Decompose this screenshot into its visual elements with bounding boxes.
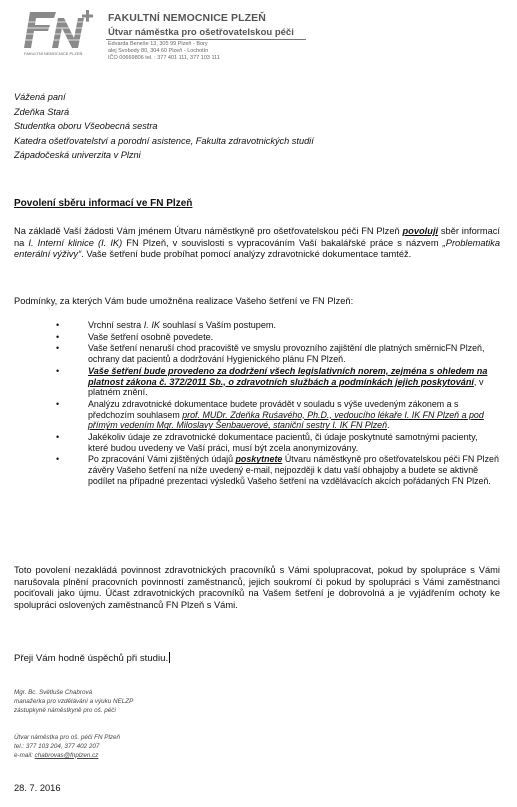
signature-contact xyxy=(14,734,120,760)
clinic-name: I. Interní klinice (I. IK) xyxy=(28,237,123,248)
list-item xyxy=(56,454,499,486)
closing-text: Přeji Vám hodně úspěchů při studiu. xyxy=(14,653,169,664)
signature-role: zástupkyně náměstkyně pro oš. péči xyxy=(14,706,116,714)
legal-emphasis: Vaše šetření bude provedeno za dodržení všech legislativních norem, zejména s ohledem na platnost zákona č. 372/2011 Sb., o zdravotních službách a podmínkách jejich poskytování xyxy=(88,365,488,387)
intro-paragraph xyxy=(14,226,500,261)
text-run: Analýzu zdravotnické dokumentace budete provádět v souladu s výše uvedeným zákonem a s předchozím souhlasem xyxy=(88,398,459,420)
clinic-abbr: I. IK xyxy=(143,320,160,330)
thesis-title: „Problematika enterální výživy“ xyxy=(14,237,500,260)
list-item: • Jakékoliv údaje ze zdravotnické dokumentace pacientů, či údaje poskytnuté samotnými pacienty, které budou uvedeny ve Vaší práci, musí být zcela anonymizovány. xyxy=(56,432,499,453)
emphasis-provide: poskytnete xyxy=(235,454,283,465)
disclaimer-paragraph: Toto povolení nezakládá povinnost zdravotnických pracovníků s Vámi spolupracovat, pokud by spolupráce s Vámi narušovala plnění pracovních povinností zaměstnanců, jejich soukromí či pokud by spolupráci s Vámi zaměstnanci pociťovali jako újmu. Účast zdravotnických pracovníků na Vašem šetření je dobrovolná a je vyjádřením ochoty ke spolupráci oslovených zaměstnanců FN Plzeň s Vámi. xyxy=(14,565,500,610)
addressee-line: Západočeská univerzita v Plzni xyxy=(14,150,141,160)
list-item xyxy=(56,399,499,431)
conditions-intro: Podmínky, za kterých Vám bude umožněna realizace Vašeho šetření ve FN Plzeň: xyxy=(14,296,354,306)
text-cursor xyxy=(169,652,170,663)
text-run: souhlasí s Vaším postupem. xyxy=(159,320,277,330)
subject-heading: Povolení sběru informací ve FN Plzeň xyxy=(14,198,193,209)
signature-unit: Útvar náměstka pro oš. péči FN Plzeň xyxy=(14,734,121,741)
list-item xyxy=(56,320,499,331)
email-label: e-mail: xyxy=(14,751,35,759)
text-run: FN Plzeň, v souvislosti s vypracováním Vaší bakalářské práce s názvem xyxy=(122,237,443,248)
logo-caption: FAKULTNÍ NEMOCNICE PLZEŇ xyxy=(24,51,83,56)
closing-line xyxy=(14,652,170,664)
address-line: alej Svobody 80, 304 60 Plzeň - Lochotín xyxy=(108,48,209,54)
text-run: Po zpracování Vámi zjištěných údajů xyxy=(88,454,236,465)
address-line: Edvarda Beneše 13, 305 99 Plzeň - Bory xyxy=(108,41,208,47)
signature-block xyxy=(14,689,133,715)
signature-role: manažerka pro vzdělávání a výuku NELZP xyxy=(14,697,134,705)
addressee-line: Studentka oboru Všeobecná sestra xyxy=(14,121,158,131)
signature-phone: tel.: 377 103 204, 377 402 207 xyxy=(14,742,100,750)
list-item xyxy=(56,366,499,398)
address-line: IČO 00669806 tel. : 377 401 111, 377 103 111 xyxy=(108,55,220,61)
conditions-list xyxy=(56,320,499,488)
signature-email-line xyxy=(14,752,120,761)
addressee-block xyxy=(14,90,314,163)
addressee-line: Zdeňka Stará xyxy=(14,106,70,117)
org-department: Útvar náměstka pro ošetřovatelskou péči xyxy=(108,27,294,38)
signature-name: Mgr. Bc. Světluše Chabrová xyxy=(14,689,93,696)
header-divider xyxy=(106,39,306,40)
org-address xyxy=(108,41,220,62)
text-run: . xyxy=(387,420,390,431)
fn-plzen-logo xyxy=(22,8,98,60)
text-run: . Vaše šetření bude probíhat pomocí analýzy zdravotnické dokumentace tamtéž. xyxy=(81,249,412,260)
list-item: • Vaše šetření nenaruší chod pracoviště ve smyslu provozního zajištění dle platných směrnicFN Plzeň, ochrany dat pacientů a dodržování Hygienického plánu FN Plzeň. xyxy=(56,343,499,364)
text-run: Vrchní sestra xyxy=(88,320,144,330)
text-run: sběr informací na xyxy=(14,226,500,248)
addressee-line: Vážená paní xyxy=(14,92,66,102)
supervisor-names: prof. MUDr. Zdeňka Ruśavého, Ph.D., vedoucího lékaře I. IK FN Plzeň a pod přímým vedením Mgr. Miloslavy Šenbauerové, staniční sestry I. IK FN Plzeň xyxy=(88,409,484,431)
emphasis-permit: povoluji xyxy=(402,226,439,236)
text-run: Na základě Vaší žádosti Vám jménem Útvaru náměstkyně pro ošetřovatelskou péči FN Plzeň xyxy=(14,226,403,236)
org-name: FAKULTNÍ NEMOCNICE PLZEŇ xyxy=(108,12,266,24)
letter-date: 28. 7. 2016 xyxy=(14,783,61,793)
text-run: , v platném znění. xyxy=(88,376,484,398)
email-link[interactable]: chabrovas@fnplzen.cz xyxy=(34,751,99,759)
text-run: Útvaru náměstkyně pro ošetřovatelskou péči FN Plzeň závěry Vašeho šetření na níže uvedený e-mail, nejpozději k datu vaší obhajoby a budete se aktivně podílet na případné prezentaci výsledků Vašeho šetření na vzdělávacích akcích pořádaných FN Plzeň. xyxy=(88,454,499,486)
list-item: • Vaše šetření osobně povedete. xyxy=(56,332,499,343)
addressee-line: Katedra ošetřovatelství a porodní asistence, Fakulta zdravotnických studií xyxy=(14,135,314,146)
